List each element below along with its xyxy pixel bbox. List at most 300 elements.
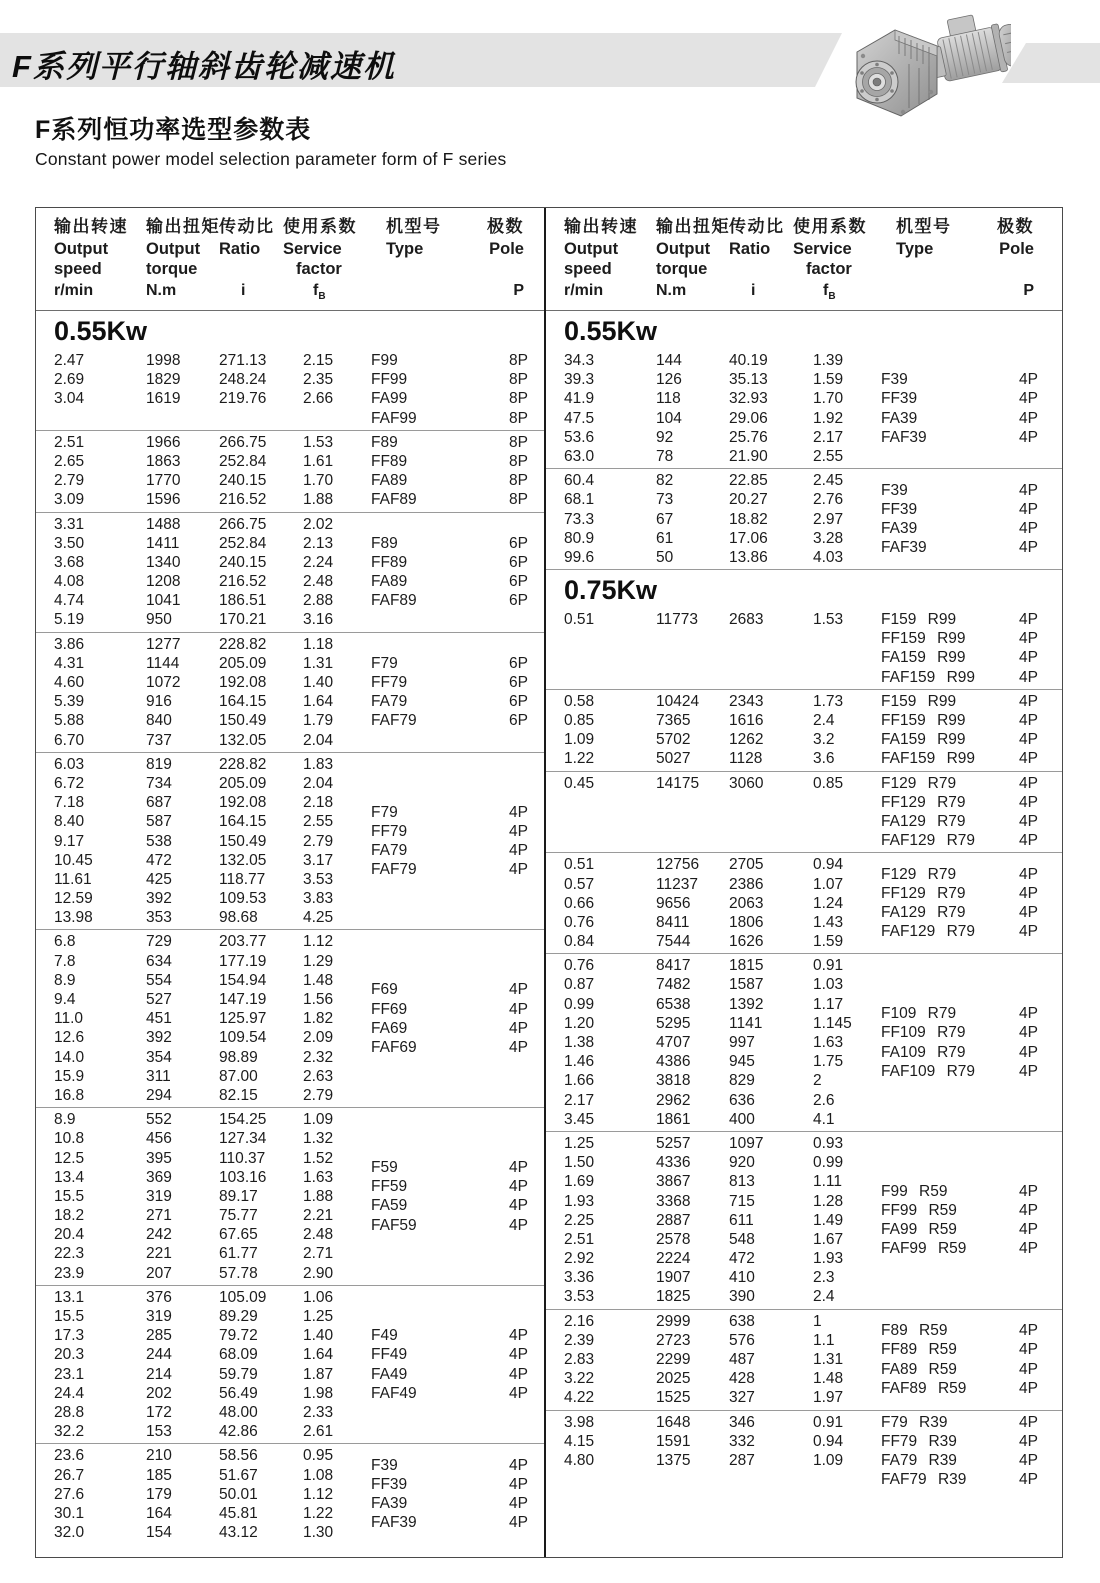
factor-value: 3.17 bbox=[303, 851, 334, 869]
ratio-value: 1587 bbox=[729, 976, 764, 994]
pole-value: 8P bbox=[509, 491, 528, 509]
numeric-rows bbox=[36, 1110, 371, 1283]
model-type: FA39 bbox=[881, 520, 918, 538]
ratio-value: 813 bbox=[729, 1173, 755, 1191]
model-type-row bbox=[881, 1432, 1062, 1451]
torque-value: 1591 bbox=[656, 1432, 691, 1450]
torque-value: 1525 bbox=[656, 1389, 691, 1407]
pole-value: 4P bbox=[1019, 1240, 1038, 1258]
speed-value: 0.51 bbox=[564, 611, 595, 629]
pole-value: 4P bbox=[1019, 1341, 1038, 1359]
pole-value: 4P bbox=[509, 1159, 528, 1177]
speed-value: 3.22 bbox=[564, 1370, 595, 1388]
pole-value: 4P bbox=[509, 981, 528, 999]
ratio-value: 240.15 bbox=[219, 553, 267, 571]
factor-value: 3.16 bbox=[303, 611, 334, 629]
speed-value: 6.03 bbox=[54, 755, 85, 773]
torque-value: 819 bbox=[146, 755, 172, 773]
factor-value: 1.53 bbox=[303, 433, 334, 451]
speed-value: 53.6 bbox=[564, 428, 595, 446]
pole-value: 4P bbox=[1019, 1471, 1038, 1489]
ratio-value: 252.84 bbox=[219, 534, 267, 552]
factor-value: 0.99 bbox=[813, 1154, 844, 1172]
model-type: FA59 bbox=[371, 1197, 408, 1215]
table-row bbox=[54, 990, 371, 1009]
numeric-rows bbox=[546, 351, 881, 466]
pole-value: 4P bbox=[1019, 371, 1038, 389]
model-type: FAF109 R79 bbox=[881, 1062, 976, 1080]
speed-value: 1.69 bbox=[564, 1173, 595, 1191]
model-type: F69 bbox=[371, 981, 398, 999]
ratio-value: 410 bbox=[729, 1269, 755, 1287]
model-type: FAF99 R59 bbox=[881, 1240, 967, 1258]
torque-value: 376 bbox=[146, 1288, 172, 1306]
factor-value: 1.73 bbox=[813, 692, 844, 710]
model-type-row bbox=[881, 389, 1062, 408]
torque-value: 950 bbox=[146, 611, 172, 629]
model-type: FF89 R59 bbox=[881, 1341, 957, 1359]
table-row bbox=[54, 1523, 371, 1542]
model-type: FAF99 bbox=[371, 409, 417, 427]
model-types bbox=[371, 755, 544, 928]
model-type: FF39 bbox=[881, 390, 918, 408]
table-row bbox=[54, 889, 371, 908]
table-row bbox=[564, 471, 881, 490]
model-type-row bbox=[881, 538, 1062, 557]
speed-value: 2.25 bbox=[564, 1211, 595, 1229]
ratio-value: 266.75 bbox=[219, 515, 267, 533]
table-row bbox=[54, 774, 371, 793]
factor-value: 2.48 bbox=[303, 1226, 334, 1244]
model-type: FF99 bbox=[371, 371, 408, 389]
model-type-row bbox=[371, 1000, 544, 1019]
factor-value: 1.25 bbox=[303, 1308, 334, 1325]
table-row bbox=[564, 1192, 881, 1211]
model-type-row bbox=[371, 980, 544, 999]
model-type-row bbox=[371, 803, 544, 822]
speed-value: 0.76 bbox=[564, 957, 595, 975]
ratio-value: 61.77 bbox=[219, 1245, 258, 1263]
torque-value: 1648 bbox=[656, 1413, 691, 1431]
table-row bbox=[564, 1230, 881, 1249]
table-row bbox=[564, 428, 881, 447]
numeric-rows bbox=[36, 755, 371, 928]
factor-value: 2.04 bbox=[303, 731, 334, 749]
model-type-row bbox=[371, 1365, 544, 1384]
ratio-value: 154.25 bbox=[219, 1111, 267, 1129]
speed-value: 0.66 bbox=[564, 894, 595, 912]
torque-value: 172 bbox=[146, 1403, 172, 1421]
torque-value: 7482 bbox=[656, 976, 691, 994]
speed-value: 5.88 bbox=[54, 712, 85, 730]
power-section-label: 0.75Kw bbox=[546, 569, 1062, 608]
model-type-row bbox=[881, 831, 1062, 850]
ratio-value: 40.19 bbox=[729, 352, 768, 369]
table-row bbox=[564, 351, 881, 370]
ratio-value: 219.76 bbox=[219, 390, 267, 408]
torque-value: 1825 bbox=[656, 1288, 691, 1306]
table-row bbox=[564, 1172, 881, 1191]
speed-value: 2.83 bbox=[564, 1351, 595, 1368]
model-types bbox=[881, 774, 1062, 851]
ratio-value: 1626 bbox=[729, 933, 764, 951]
torque-value: 67 bbox=[656, 510, 674, 528]
model-type: FAF59 bbox=[371, 1216, 417, 1234]
table-row bbox=[564, 1331, 881, 1350]
model-type: FF89 bbox=[371, 452, 408, 470]
ratio-value: 228.82 bbox=[219, 755, 267, 773]
ratio-value: 43.12 bbox=[219, 1524, 258, 1542]
factor-value: 2.76 bbox=[813, 491, 844, 509]
torque-value: 9656 bbox=[656, 894, 691, 912]
table-row bbox=[54, 851, 371, 870]
parameter-group bbox=[36, 929, 544, 1107]
table-row bbox=[54, 1504, 371, 1523]
table-row bbox=[564, 1369, 881, 1388]
pole-value: 4P bbox=[1019, 1432, 1038, 1450]
factor-value: 2 bbox=[813, 1072, 822, 1090]
table-row bbox=[564, 913, 881, 932]
parameter-group bbox=[546, 1309, 1062, 1410]
speed-value: 30.1 bbox=[54, 1504, 85, 1522]
torque-value: 1072 bbox=[146, 674, 181, 691]
speed-value: 2.79 bbox=[54, 472, 85, 490]
factor-value: 1.87 bbox=[303, 1365, 334, 1383]
model-type-row bbox=[881, 749, 1062, 768]
table-row bbox=[564, 995, 881, 1014]
pole-value: 4P bbox=[1019, 712, 1038, 729]
factor-value: 1.52 bbox=[303, 1149, 334, 1167]
torque-value: 353 bbox=[146, 909, 172, 927]
table-row bbox=[54, 1028, 371, 1047]
pole-value: 6P bbox=[509, 553, 528, 571]
model-type-row bbox=[371, 1456, 544, 1475]
power-section-label: 0.55Kw bbox=[564, 316, 658, 346]
speed-value: 26.7 bbox=[54, 1466, 85, 1484]
torque-value: 395 bbox=[146, 1149, 172, 1167]
ratio-value: 20.27 bbox=[729, 491, 768, 509]
speed-value: 7.8 bbox=[54, 952, 76, 970]
table-row bbox=[564, 875, 881, 894]
table-row bbox=[54, 1067, 371, 1086]
speed-value: 2.17 bbox=[564, 1091, 595, 1109]
model-types bbox=[371, 351, 544, 428]
model-type-row bbox=[881, 610, 1062, 629]
pole-value: 4P bbox=[1019, 774, 1038, 792]
factor-value: 0.94 bbox=[813, 1432, 844, 1450]
factor-value: 1.40 bbox=[303, 674, 334, 691]
model-type-row bbox=[371, 1038, 544, 1057]
ratio-value: 920 bbox=[729, 1154, 755, 1172]
torque-value: 5702 bbox=[656, 731, 691, 749]
factor-value: 0.93 bbox=[813, 1134, 844, 1152]
pole-value: 4P bbox=[1019, 500, 1038, 518]
model-type: FAF39 bbox=[371, 1514, 417, 1532]
model-types bbox=[881, 1312, 1062, 1408]
speed-value: 32.2 bbox=[54, 1423, 85, 1441]
pole-value: 4P bbox=[509, 822, 528, 840]
table-row bbox=[564, 1432, 881, 1451]
speed-value: 80.9 bbox=[564, 529, 595, 547]
torque-value: 271 bbox=[146, 1207, 172, 1225]
model-type-row bbox=[371, 370, 544, 389]
table-row bbox=[564, 1110, 881, 1129]
pole-value: 6P bbox=[509, 573, 528, 591]
model-type-row bbox=[881, 1379, 1062, 1398]
pole-value: 4P bbox=[1019, 1221, 1038, 1239]
model-type: F159 R99 bbox=[881, 611, 957, 629]
speed-value: 23.9 bbox=[54, 1264, 85, 1282]
torque-value: 840 bbox=[146, 712, 172, 730]
speed-value: 8.9 bbox=[54, 1111, 76, 1129]
model-type: FAF79 bbox=[371, 712, 417, 730]
ratio-value: 271.13 bbox=[219, 352, 267, 369]
table-row bbox=[54, 793, 371, 812]
speed-value: 23.6 bbox=[54, 1447, 85, 1465]
factor-value: 1.93 bbox=[813, 1250, 844, 1268]
model-type: FAF39 bbox=[881, 428, 927, 446]
factor-value: 1.12 bbox=[303, 1485, 334, 1503]
factor-value: 2.33 bbox=[303, 1403, 334, 1421]
speed-value: 68.1 bbox=[564, 491, 595, 509]
model-type-row bbox=[881, 668, 1062, 687]
model-type-row bbox=[881, 711, 1062, 730]
model-type-row bbox=[371, 1158, 544, 1177]
speed-value: 7.18 bbox=[54, 794, 85, 812]
model-type-row bbox=[371, 433, 544, 452]
torque-value: 552 bbox=[146, 1111, 172, 1129]
table-row bbox=[54, 692, 371, 711]
model-type-row bbox=[371, 553, 544, 572]
torque-value: 1907 bbox=[656, 1269, 691, 1287]
table-row bbox=[54, 1422, 371, 1441]
torque-value: 8417 bbox=[656, 957, 691, 975]
model-type: FF99 R59 bbox=[881, 1202, 957, 1220]
ratio-value: 216.52 bbox=[219, 491, 267, 509]
ratio-value: 67.65 bbox=[219, 1226, 258, 1244]
table-row bbox=[54, 1086, 371, 1105]
ratio-value: 164.15 bbox=[219, 813, 267, 831]
ratio-value: 45.81 bbox=[219, 1504, 258, 1522]
table-row bbox=[54, 1307, 371, 1326]
speed-value: 6.70 bbox=[54, 731, 85, 749]
parameter-group bbox=[36, 632, 544, 752]
page-subtitle: Constant power model selection parameter form of F series bbox=[35, 149, 507, 169]
pole-value: 4P bbox=[509, 861, 528, 879]
model-type: FAF89 bbox=[371, 491, 417, 509]
model-type: FA79 bbox=[371, 693, 408, 711]
pole-value: 4P bbox=[1019, 1379, 1038, 1397]
table-row bbox=[564, 1249, 881, 1268]
speed-value: 1.93 bbox=[564, 1192, 595, 1210]
table-row bbox=[54, 1384, 371, 1403]
model-types bbox=[881, 471, 1062, 567]
ratio-value: 638 bbox=[729, 1312, 755, 1330]
ratio-value: 252.84 bbox=[219, 452, 267, 470]
model-type: FF109 R79 bbox=[881, 1024, 966, 1042]
torque-value: 2999 bbox=[656, 1312, 691, 1330]
model-type-row bbox=[371, 490, 544, 509]
torque-value: 451 bbox=[146, 1010, 172, 1028]
speed-value: 5.39 bbox=[54, 693, 85, 711]
model-type-row bbox=[371, 572, 544, 591]
factor-value: 1.56 bbox=[303, 991, 334, 1008]
table-row bbox=[54, 1446, 371, 1465]
table-row bbox=[54, 932, 371, 951]
ratio-value: 56.49 bbox=[219, 1384, 258, 1402]
speed-value: 2.69 bbox=[54, 371, 85, 389]
torque-value: 61 bbox=[656, 529, 674, 547]
speed-value: 2.47 bbox=[54, 352, 85, 369]
model-type-row bbox=[371, 673, 544, 692]
model-types bbox=[371, 932, 544, 1105]
speed-value: 1.38 bbox=[564, 1034, 595, 1051]
torque-value: 5027 bbox=[656, 750, 691, 768]
parameter-group bbox=[546, 1410, 1062, 1492]
factor-value: 2.15 bbox=[303, 352, 334, 369]
torque-value: 2887 bbox=[656, 1211, 691, 1229]
torque-value: 392 bbox=[146, 1029, 172, 1047]
speed-value: 0.45 bbox=[564, 774, 595, 792]
factor-value: 2.3 bbox=[813, 1269, 835, 1287]
model-type: F39 bbox=[881, 481, 908, 499]
torque-value: 472 bbox=[146, 851, 172, 869]
model-type: FA159 R99 bbox=[881, 731, 966, 749]
parameter-group bbox=[36, 430, 544, 512]
torque-value: 14175 bbox=[656, 774, 700, 792]
ratio-value: 248.24 bbox=[219, 371, 267, 389]
model-type-row bbox=[881, 865, 1062, 884]
power-section-label: 0.55Kw bbox=[54, 316, 148, 346]
table-row bbox=[54, 635, 371, 654]
table-row bbox=[54, 1345, 371, 1364]
torque-value: 5257 bbox=[656, 1134, 691, 1152]
ratio-value: 346 bbox=[729, 1413, 755, 1431]
numeric-rows bbox=[546, 610, 881, 629]
speed-value: 1.46 bbox=[564, 1053, 595, 1071]
factor-value: 1.03 bbox=[813, 976, 844, 994]
factor-value: 1.82 bbox=[303, 1010, 334, 1028]
factor-value: 1.09 bbox=[303, 1111, 334, 1129]
speed-value: 4.22 bbox=[564, 1389, 595, 1407]
table-row bbox=[564, 1287, 881, 1306]
torque-value: 144 bbox=[656, 352, 682, 369]
torque-value: 916 bbox=[146, 693, 172, 711]
ratio-value: 636 bbox=[729, 1091, 755, 1109]
torque-value: 2224 bbox=[656, 1250, 691, 1268]
ratio-value: 109.53 bbox=[219, 890, 267, 908]
factor-value: 1.40 bbox=[303, 1327, 334, 1345]
pole-value: 4P bbox=[1019, 923, 1038, 941]
table-row bbox=[54, 711, 371, 730]
torque-value: 311 bbox=[146, 1067, 171, 1085]
model-types bbox=[881, 692, 1062, 769]
factor-value: 2.02 bbox=[303, 515, 334, 533]
model-type: FAF89 bbox=[371, 592, 417, 610]
torque-value: 153 bbox=[146, 1423, 172, 1441]
model-type: FAF49 bbox=[371, 1384, 417, 1402]
table-row bbox=[564, 1388, 881, 1407]
speed-value: 23.1 bbox=[54, 1365, 85, 1383]
pole-value: 4P bbox=[1019, 630, 1038, 648]
ratio-value: 2683 bbox=[729, 611, 764, 629]
numeric-rows bbox=[36, 1446, 371, 1542]
pole-value: 4P bbox=[509, 1456, 528, 1474]
ratio-value: 164.15 bbox=[219, 693, 267, 711]
torque-value: 1488 bbox=[146, 515, 181, 533]
speed-value: 4.31 bbox=[54, 654, 85, 672]
factor-value: 2.21 bbox=[303, 1207, 334, 1225]
pole-value: 4P bbox=[1019, 692, 1038, 710]
model-type: FA89 bbox=[371, 573, 408, 591]
speed-value: 3.68 bbox=[54, 553, 85, 571]
table-row bbox=[54, 832, 371, 851]
ratio-value: 327 bbox=[729, 1389, 755, 1407]
model-types bbox=[371, 433, 544, 510]
model-type-row bbox=[371, 1345, 544, 1364]
speed-value: 15.9 bbox=[54, 1067, 85, 1085]
model-type-row bbox=[881, 1470, 1062, 1489]
torque-value: 202 bbox=[146, 1384, 172, 1402]
numeric-rows bbox=[546, 1413, 881, 1471]
torque-value: 4386 bbox=[656, 1053, 691, 1071]
factor-value: 3.53 bbox=[303, 870, 334, 888]
model-type: FA79 bbox=[371, 842, 408, 860]
torque-value: 587 bbox=[146, 813, 172, 831]
table-header bbox=[546, 208, 1062, 311]
ratio-value: 287 bbox=[729, 1451, 755, 1469]
model-type-row bbox=[881, 1321, 1062, 1340]
model-type-row bbox=[881, 1451, 1062, 1470]
table-row bbox=[54, 1048, 371, 1067]
factor-value: 1.75 bbox=[813, 1053, 844, 1071]
table-row bbox=[564, 1052, 881, 1071]
pole-value: 4P bbox=[509, 1038, 528, 1056]
torque-value: 10424 bbox=[656, 692, 700, 710]
table-row bbox=[564, 774, 881, 793]
model-type: FA99 R59 bbox=[881, 1221, 957, 1239]
table-row bbox=[54, 1206, 371, 1225]
speed-value: 22.3 bbox=[54, 1245, 85, 1263]
page-title: F系列恒功率选型参数表 bbox=[35, 116, 312, 144]
ratio-value: 997 bbox=[729, 1034, 755, 1051]
torque-value: 4336 bbox=[656, 1154, 691, 1172]
model-type-row bbox=[881, 1220, 1062, 1239]
speed-value: 14.0 bbox=[54, 1048, 85, 1066]
pole-value: 4P bbox=[1019, 409, 1038, 427]
table-left-body bbox=[36, 311, 544, 1544]
speed-value: 0.57 bbox=[564, 875, 595, 893]
model-type-row bbox=[881, 1340, 1062, 1359]
factor-value: 2.63 bbox=[303, 1067, 334, 1085]
model-type-row bbox=[371, 1494, 544, 1513]
pole-value: 4P bbox=[509, 1000, 528, 1018]
model-type-row bbox=[881, 629, 1062, 648]
model-type-row bbox=[881, 922, 1062, 941]
torque-value: 1375 bbox=[656, 1451, 691, 1469]
col-header-service-factor: 使用系数 Service factor $f_B$ bbox=[793, 217, 867, 303]
numeric-rows bbox=[36, 1288, 371, 1442]
factor-value: 2.79 bbox=[303, 832, 334, 850]
factor-value: 1.1 bbox=[813, 1331, 835, 1349]
torque-value: 7365 bbox=[656, 712, 691, 729]
model-type-row bbox=[371, 1019, 544, 1038]
speed-value: 6.72 bbox=[54, 774, 85, 792]
pole-value: 4P bbox=[509, 1178, 528, 1196]
ratio-value: 110.37 bbox=[219, 1149, 266, 1167]
model-type: FAF159 R99 bbox=[881, 750, 976, 768]
model-type: FF79 bbox=[371, 674, 408, 691]
